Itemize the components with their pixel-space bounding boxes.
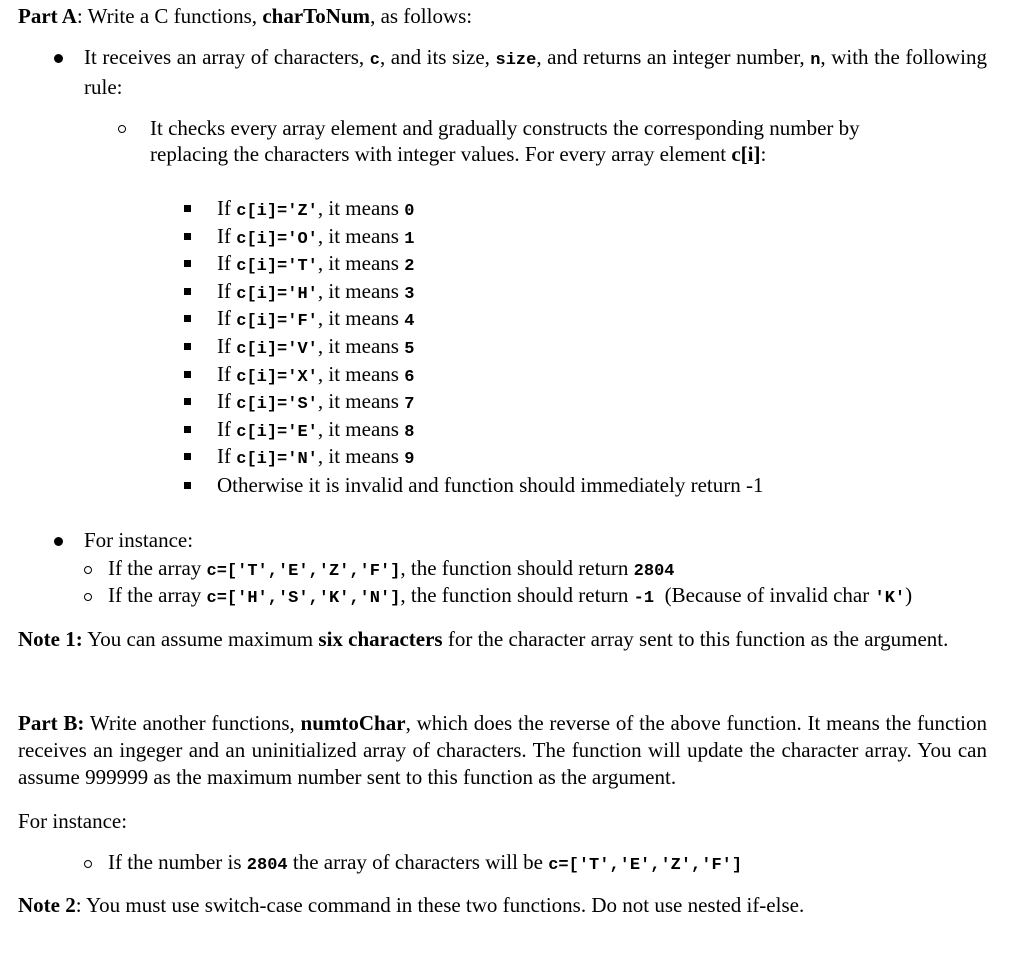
sub-bullet-circle (118, 125, 126, 133)
example-2: If the array c=['H','S','K','N'], the function should return -1 (Because of invalid char 'K') (108, 583, 913, 608)
part-a-label: Part A (18, 4, 77, 28)
square-bullet (184, 288, 191, 295)
note-2: Note 2: You must use switch-case command in these two functions. Do not use nested if-else. (18, 893, 805, 917)
instance-a-label: For instance: (84, 528, 194, 552)
rule-item: If c[i]='Z', it means 0 (217, 196, 415, 221)
rule-item: If c[i]='F', it means 4 (217, 306, 415, 331)
sub1-line2: replacing the characters with integer values. For every array element c[i]: (150, 142, 767, 166)
part-b-label: Part B: (18, 711, 85, 735)
bullet1-text: It receives an array of characters, c, and its size, size, and returns an integer number, n, with the following rule: (84, 45, 988, 99)
square-bullet (184, 482, 191, 489)
func-name-numtochar: numtoChar (300, 711, 406, 735)
sub-bullet-circle (84, 566, 92, 574)
rule-item: If c[i]='X', it means 6 (217, 362, 415, 387)
square-bullet (184, 426, 191, 433)
sub1-line1: It checks every array element and gradually constructs the corresponding number by (150, 116, 860, 140)
rule-item: If c[i]='T', it means 2 (217, 251, 415, 276)
bullet-dot (54, 537, 63, 546)
sub-bullet-circle (84, 593, 92, 601)
rule-item: If c[i]='E', it means 8 (217, 417, 415, 442)
rule-item: If c[i]='S', it means 7 (217, 389, 415, 414)
note-1: Note 1: You can assume maximum six characters for the character array sent to this function as the argument. (18, 627, 949, 651)
instance-b-label: For instance: (18, 809, 128, 833)
rule-item: If c[i]='N', it means 9 (217, 444, 415, 469)
example-1: If the array c=['T','E','Z','F'], the function should return 2804 (108, 556, 675, 581)
square-bullet (184, 260, 191, 267)
otherwise-text: Otherwise it is invalid and function should immediately return -1 (217, 473, 764, 497)
func-name-chartonum: charToNum (262, 4, 371, 28)
example-b: If the number is 2804 the array of characters will be c=['T','E','Z','F'] (108, 850, 743, 875)
square-bullet (184, 315, 191, 322)
part-a-heading: Part A: Write a C functions, charToNum, as follows: (18, 4, 473, 28)
square-bullet (184, 398, 191, 405)
square-bullet (184, 233, 191, 240)
square-bullet (184, 371, 191, 378)
part-b-paragraph: Part B: Write another functions, numtoChar, which does the reverse of the above function. It means the function receives an ingeger and an uninitialized array of characters. The function will update the character array. You can assume 999999 as the maximum number sent to this function as the argument. (18, 711, 987, 789)
rule-item: If c[i]='H', it means 3 (217, 279, 415, 304)
rule-item: If c[i]='O', it means 1 (217, 224, 415, 249)
square-bullet (184, 205, 191, 212)
square-bullet (184, 343, 191, 350)
bullet-dot (54, 54, 63, 63)
rule-item: If c[i]='V', it means 5 (217, 334, 415, 359)
square-bullet (184, 453, 191, 460)
sub-bullet-circle (84, 860, 92, 868)
